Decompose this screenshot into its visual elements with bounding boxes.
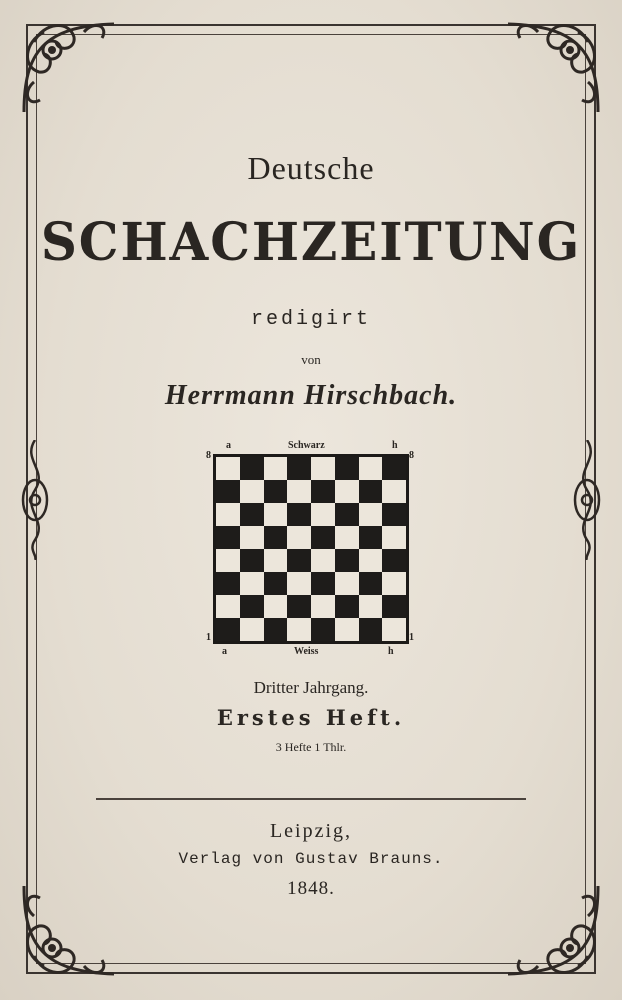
board-square <box>335 457 359 480</box>
board-square <box>240 618 264 641</box>
board-square <box>287 595 311 618</box>
board-square <box>335 480 359 503</box>
board-square <box>311 503 335 526</box>
board-square <box>311 457 335 480</box>
board-square <box>264 618 288 641</box>
board-square <box>382 503 406 526</box>
side-ornament-left <box>18 440 52 560</box>
board-square <box>311 595 335 618</box>
board-square <box>359 526 383 549</box>
board-square <box>311 618 335 641</box>
board-square <box>264 549 288 572</box>
issue-text: Erstes Heft. <box>216 705 406 730</box>
board-square <box>287 480 311 503</box>
board-square <box>311 480 335 503</box>
board-square <box>240 549 264 572</box>
title-schachzeitung: SCHACHZEITUNG <box>40 212 582 273</box>
board-square <box>216 480 240 503</box>
board-square <box>382 572 406 595</box>
title-deutsche: Deutsche <box>247 150 375 186</box>
board-square <box>311 549 335 572</box>
board-square <box>216 457 240 480</box>
file-label-top-right: h <box>392 440 398 451</box>
board-label-black: Schwarz <box>288 440 325 451</box>
chessboard <box>213 454 409 644</box>
board-square <box>335 526 359 549</box>
corner-ornament-top-left <box>14 12 124 122</box>
board-square <box>264 595 288 618</box>
divider-rule <box>96 798 526 800</box>
board-square <box>311 572 335 595</box>
board-square <box>264 480 288 503</box>
board-square <box>287 572 311 595</box>
board-square <box>240 526 264 549</box>
publisher-text: Verlag von Gustav Brauns. <box>178 850 444 868</box>
editor-name: Herrmann Hirschbach. <box>164 380 458 411</box>
board-square <box>335 618 359 641</box>
board-square <box>359 618 383 641</box>
board-square <box>359 480 383 503</box>
board-square <box>382 618 406 641</box>
city-text: Leipzig, <box>269 820 353 842</box>
board-square <box>240 457 264 480</box>
year-text: 1848. <box>287 878 335 899</box>
von-text: von <box>301 352 321 367</box>
board-square <box>359 549 383 572</box>
volume-text: Dritter Jahrgang. <box>253 678 369 697</box>
chessboard-figure <box>206 440 416 658</box>
rank-label-bottom-right: 1 <box>409 632 414 643</box>
price-text: 3 Hefte 1 Thlr. <box>275 740 347 754</box>
board-square <box>359 572 383 595</box>
file-label-bottom-left: a <box>222 646 227 657</box>
board-square <box>335 572 359 595</box>
board-square <box>382 549 406 572</box>
board-square <box>216 549 240 572</box>
board-square <box>240 572 264 595</box>
file-label-bottom-right: h <box>388 646 394 657</box>
board-label-white: Weiss <box>294 646 319 657</box>
rank-label-bottom-left: 1 <box>206 632 211 643</box>
board-square <box>264 457 288 480</box>
board-square <box>216 572 240 595</box>
board-square <box>359 457 383 480</box>
board-square <box>216 618 240 641</box>
board-square <box>287 503 311 526</box>
side-ornament-right <box>570 440 604 560</box>
board-square <box>382 526 406 549</box>
board-square <box>382 595 406 618</box>
board-square <box>287 549 311 572</box>
board-square <box>335 549 359 572</box>
board-square <box>287 618 311 641</box>
board-square <box>335 595 359 618</box>
board-square <box>335 503 359 526</box>
board-square <box>264 503 288 526</box>
board-square <box>382 480 406 503</box>
rank-label-top-left: 8 <box>206 450 211 461</box>
board-square <box>287 457 311 480</box>
board-square <box>216 595 240 618</box>
board-square <box>382 457 406 480</box>
board-square <box>287 526 311 549</box>
board-square <box>359 503 383 526</box>
edited-by-text: redigirt <box>250 308 371 331</box>
board-square <box>216 526 240 549</box>
rank-label-top-right: 8 <box>409 450 414 461</box>
board-square <box>311 526 335 549</box>
board-square <box>264 572 288 595</box>
board-square <box>359 595 383 618</box>
file-label-top-left: a <box>226 440 231 451</box>
board-square <box>240 480 264 503</box>
board-square <box>264 526 288 549</box>
board-square <box>240 503 264 526</box>
board-square <box>240 595 264 618</box>
board-square <box>216 503 240 526</box>
corner-ornament-top-right <box>498 12 608 122</box>
